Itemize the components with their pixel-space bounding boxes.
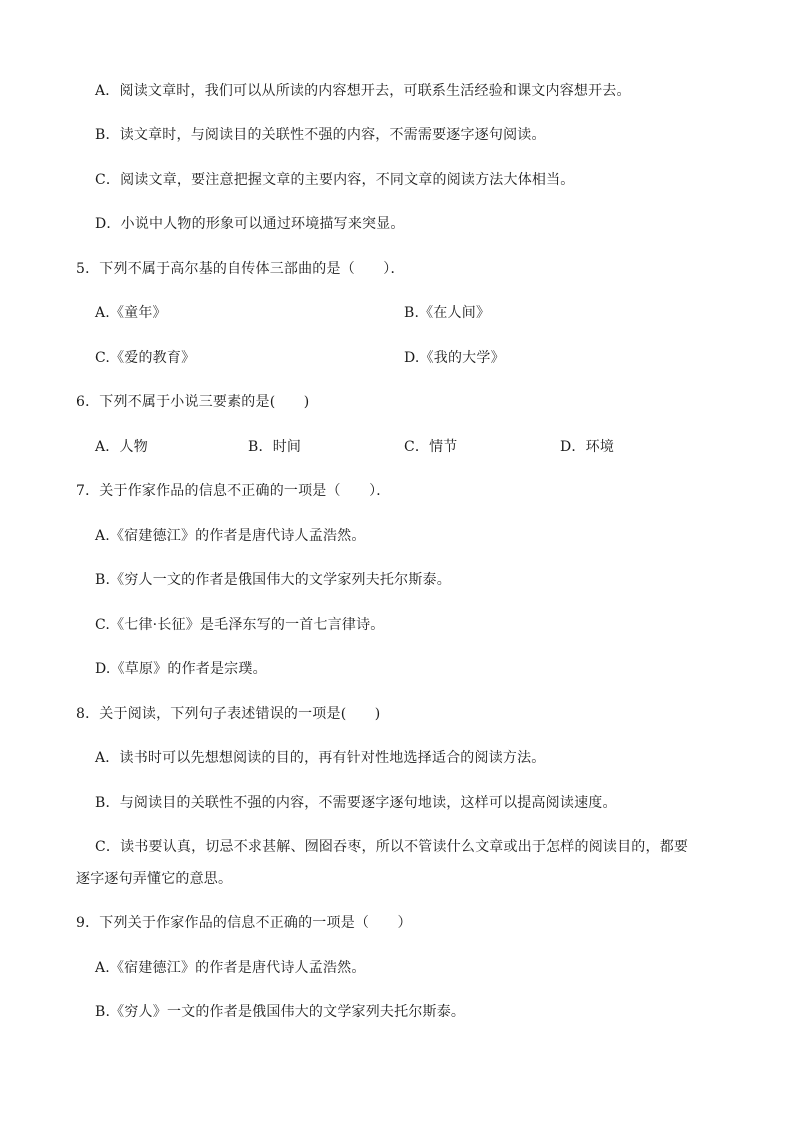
question-7-option-b: B.《穷人一文的作者是俄国伟大的文学家列夫托尔斯泰。 (95, 572, 451, 588)
question-9-stem: 9．下列关于作家作品的信息不正确的一项是（ ） (76, 915, 412, 931)
question-6-stem: 6．下列不属于小说三要素的是( ) (76, 394, 310, 410)
question-7-stem: 7．关于作家作品的信息不正确的一项是（ ）． (76, 483, 391, 499)
question-5-option-b: B.《在人间》 (404, 305, 491, 321)
question-9-option-a: A.《宿建德江》的作者是唐代诗人孟浩然。 (95, 960, 366, 976)
question-6-option-c: C．情节 (404, 439, 458, 455)
question-7-option-c: C.《七律·长征》是毛泽东写的一首七言律诗。 (95, 617, 385, 633)
option-d: D．小说中人物的形象可以通过环境描写来突显。 (95, 216, 405, 232)
option-a: A．阅读文章时，我们可以从所读的内容想开去，可联系生活经验和课文内容想开去。 (95, 83, 631, 99)
question-8-stem: 8．关于阅读，下列句子表述错误的一项是( ) (76, 706, 381, 722)
question-8-option-c-line-1: C．读书要认真，切忌不求甚解、囫囵吞枣，所以不管读什么文章或出于怎样的阅读目的，都要 (95, 839, 689, 855)
question-9-option-b: B.《穷人》一文的作者是俄国伟大的文学家列夫托尔斯泰。 (95, 1004, 466, 1020)
option-c: C．阅读文章，要注意把握文章的主要内容，不同文章的阅读方法大体相当。 (95, 172, 575, 188)
question-6-option-b: B．时间 (248, 439, 302, 455)
option-b: B．读文章时，与阅读目的关联性不强的内容，不需需要逐字逐句阅读。 (95, 127, 546, 143)
question-6-option-d: D．环境 (560, 439, 615, 455)
question-8-option-a: A．读书时可以先想想阅读的目的，再有针对性地选择适合的阅读方法。 (95, 750, 546, 766)
question-5-option-a: A.《童年》 (95, 305, 167, 321)
question-7-option-a: A.《宿建德江》的作者是唐代诗人孟浩然。 (95, 528, 366, 544)
question-8-option-c-line-2: 逐字逐句弄懂它的意思。 (76, 871, 233, 887)
question-8-option-b: B．与阅读目的关联性不强的内容，不需要逐字逐句地读，这样可以提高阅读速度。 (95, 795, 617, 811)
question-5-option-d: D.《我的大学》 (404, 350, 505, 366)
question-7-option-d: D.《草原》的作者是宗璞。 (95, 661, 267, 677)
question-5-option-c: C.《爱的教育》 (95, 350, 196, 366)
question-6-option-a: A．人物 (95, 439, 148, 455)
question-5-stem: 5．下列不属于高尔基的自传体三部曲的是（ ）． (76, 261, 405, 277)
